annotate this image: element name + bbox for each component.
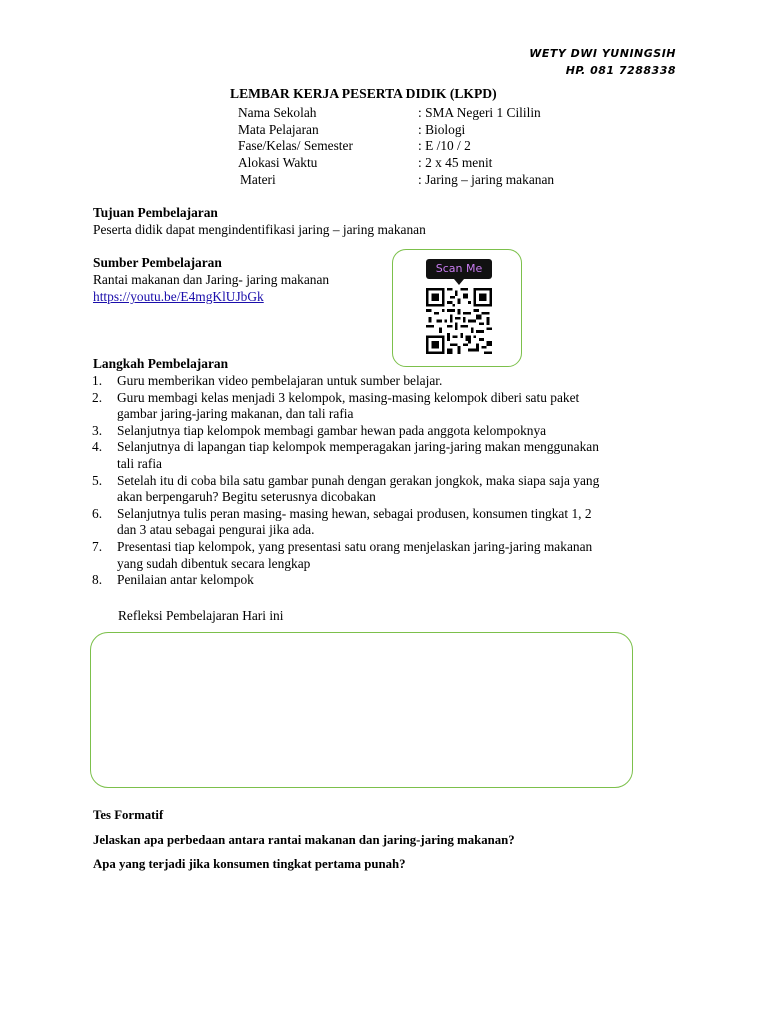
qr-code-icon[interactable]: [426, 288, 492, 354]
step-text: gambar jaring-jaring makanan, dan tali rafia: [117, 406, 354, 422]
step-number: 3.: [92, 422, 103, 438]
step-text: Guru membagi kelas menjadi 3 kelompok, masing-masing kelompok diberi satu paket: [117, 389, 580, 405]
step-text: Setelah itu di coba bila satu gambar punah dengan gerakan jongkok, maka siapa saja yang: [117, 472, 600, 488]
step-text: dan 3 atau sebagai pengurai jika ada.: [117, 522, 315, 538]
info-label-subject: Mata Pelajaran: [238, 122, 319, 137]
tujuan-text: Peserta didik dapat mengindentifikasi jaring – jaring makanan: [93, 222, 426, 237]
tes-question-1: Jelaskan apa perbedaan antara rantai makanan dan jaring-jaring makanan?: [93, 833, 515, 847]
step-text: yang sudah dibentuk secara lengkap: [117, 555, 311, 571]
list-item: [92, 373, 684, 390]
author-phone: HP. 081 7288338: [565, 64, 676, 77]
list-item: [92, 390, 684, 423]
refleksi-answer-box[interactable]: [90, 632, 633, 788]
refleksi-label: Refleksi Pembelajaran Hari ini: [118, 608, 284, 623]
step-number: 5.: [92, 472, 103, 488]
list-item: [92, 439, 684, 472]
list-item: [92, 423, 684, 440]
info-value-school: : SMA Negeri 1 Cililin: [418, 105, 541, 120]
step-text: tali rafia: [117, 455, 162, 471]
step-text: Selanjutnya tiap kelompok membagi gambar hewan pada anggota kelompoknya: [117, 422, 547, 438]
list-item: [92, 539, 684, 572]
page-title: LEMBAR KERJA PESERTA DIDIK (LKPD): [230, 86, 497, 101]
info-value-time: : 2 x 45 menit: [418, 155, 493, 170]
author-name: WETY DWI YUNINGSIH: [529, 47, 676, 60]
info-value-material: : Jaring – jaring makanan: [418, 172, 555, 187]
sumber-video-link[interactable]: https://youtu.be/E4mgKlUJbGk: [93, 289, 264, 304]
step-number: 2.: [92, 389, 103, 405]
sumber-text: Rantai makanan dan Jaring- jaring makanan: [93, 272, 330, 287]
sumber-heading: Sumber Pembelajaran: [93, 255, 222, 270]
step-number: 7.: [92, 538, 103, 554]
langkah-heading: Langkah Pembelajaran: [93, 356, 229, 371]
steps-list: [92, 373, 684, 589]
step-number: 4.: [92, 439, 103, 455]
info-label-material: Materi: [240, 172, 276, 187]
step-number: 6.: [92, 505, 103, 521]
scan-me-label: Scan Me: [426, 259, 492, 279]
list-item: [92, 506, 684, 539]
info-label-class: Fase/Kelas/ Semester: [238, 138, 353, 153]
step-number: 1.: [92, 373, 103, 388]
list-item: [92, 572, 684, 589]
step-text: Guru memberikan video pembelajaran untuk sumber belajar.: [117, 373, 443, 388]
tes-question-2: Apa yang terjadi jika konsumen tingkat pertama punah?: [93, 857, 406, 871]
step-text: Selanjutnya tulis peran masing- masing hewan, sebagai produsen, konsumen tingkat 1, 2: [117, 505, 592, 521]
step-text: akan berpengaruh? Begitu seterusnya dicobakan: [117, 489, 376, 505]
step-text: Penilaian antar kelompok: [117, 572, 254, 588]
step-number: 8.: [92, 572, 103, 588]
list-item: [92, 473, 684, 506]
tes-heading: Tes Formatif: [93, 808, 164, 822]
tujuan-heading: Tujuan Pembelajaran: [93, 205, 218, 220]
step-text: Presentasi tiap kelompok, yang presentasi satu orang menjelaskan jaring-jaring makanan: [117, 538, 593, 554]
info-value-subject: : Biologi: [418, 122, 466, 137]
step-text: Selanjutnya di lapangan tiap kelompok memperagakan jaring-jaring makan menggunakan: [117, 439, 599, 455]
qr-code-box: [392, 249, 522, 367]
info-label-time: Alokasi Waktu: [238, 155, 318, 170]
info-value-class: : E /10 / 2: [418, 138, 471, 153]
info-label-school: Nama Sekolah: [238, 105, 317, 120]
